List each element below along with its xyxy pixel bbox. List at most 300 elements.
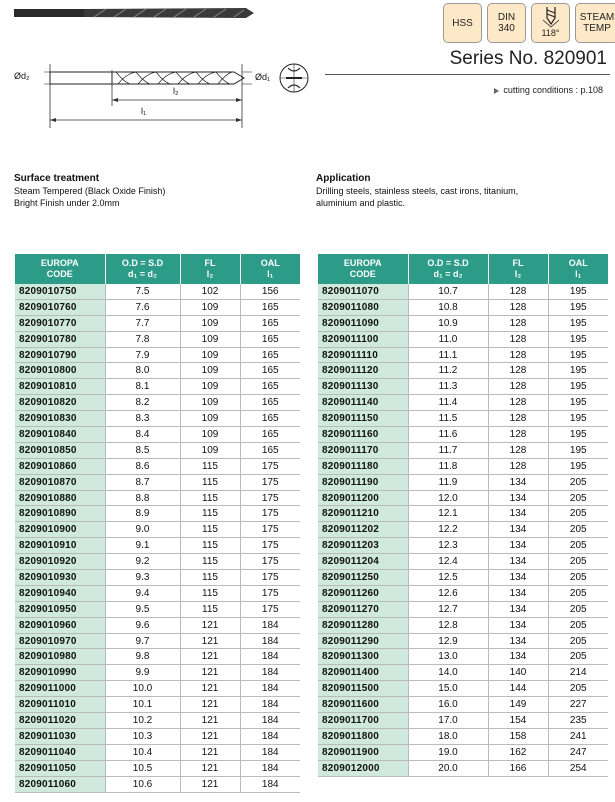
diameter-cell: 10.3	[105, 728, 180, 744]
flute-length-cell: 109	[180, 299, 240, 315]
flute-length-cell: 128	[488, 458, 548, 474]
table-row	[15, 570, 300, 586]
table-row	[15, 315, 300, 331]
flute-length-cell: 121	[180, 713, 240, 729]
table-row	[15, 395, 300, 411]
overall-length-cell: 165	[240, 411, 300, 427]
diameter-cell: 10.5	[105, 760, 180, 776]
overall-length-cell: 184	[240, 633, 300, 649]
table-row	[318, 760, 608, 776]
code-cell: 8209010970	[15, 633, 105, 649]
table-row	[15, 760, 300, 776]
diameter-cell: 9.2	[105, 554, 180, 570]
diameter-cell: 7.7	[105, 315, 180, 331]
flute-length-cell: 121	[180, 697, 240, 713]
flute-length-cell: 115	[180, 538, 240, 554]
flute-length-cell: 166	[488, 760, 548, 776]
overall-length-cell: 205	[548, 538, 608, 554]
flute-length-cell: 121	[180, 776, 240, 792]
column-header: FL l₂	[180, 254, 240, 284]
diameter-cell: 11.3	[408, 379, 488, 395]
label-l2: l₂	[173, 86, 179, 96]
diameter-cell: 19.0	[408, 744, 488, 760]
overall-length-cell: 165	[240, 395, 300, 411]
code-cell: 8209011204	[318, 554, 408, 570]
diameter-cell: 20.0	[408, 760, 488, 776]
table-row	[15, 681, 300, 697]
table-body	[15, 284, 300, 792]
table-row	[318, 299, 608, 315]
table-row	[15, 538, 300, 554]
overall-length-cell: 175	[240, 570, 300, 586]
flute-length-cell: 109	[180, 315, 240, 331]
flute-length-cell: 140	[488, 665, 548, 681]
overall-length-cell: 195	[548, 395, 608, 411]
code-cell: 8209010890	[15, 506, 105, 522]
table-header	[15, 254, 300, 284]
diameter-cell: 11.5	[408, 411, 488, 427]
flute-length-cell: 109	[180, 427, 240, 443]
table-row	[318, 617, 608, 633]
table-row	[15, 363, 300, 379]
diameter-cell: 15.0	[408, 681, 488, 697]
diameter-cell: 12.6	[408, 585, 488, 601]
overall-length-cell: 195	[548, 284, 608, 299]
table-row	[318, 474, 608, 490]
overall-length-cell: 184	[240, 760, 300, 776]
code-cell: 8209011260	[318, 585, 408, 601]
flute-length-cell: 102	[180, 284, 240, 299]
diameter-cell: 11.1	[408, 347, 488, 363]
overall-length-cell: 205	[548, 570, 608, 586]
code-cell: 8209011180	[318, 458, 408, 474]
table-row	[318, 442, 608, 458]
overall-length-cell: 184	[240, 728, 300, 744]
spec-table-left	[15, 254, 300, 793]
code-cell: 8209011090	[318, 315, 408, 331]
column-header: O.D = S.D d₁ = d₂	[105, 254, 180, 284]
table-row	[318, 744, 608, 760]
code-cell: 8209010910	[15, 538, 105, 554]
flute-length-cell: 115	[180, 522, 240, 538]
code-cell: 8209010770	[15, 315, 105, 331]
overall-length-cell: 165	[240, 442, 300, 458]
diameter-cell: 11.2	[408, 363, 488, 379]
column-header: EUROPA CODE	[318, 254, 408, 284]
flute-length-cell: 128	[488, 299, 548, 315]
flute-length-cell: 121	[180, 633, 240, 649]
table-row	[318, 315, 608, 331]
diameter-cell: 10.0	[105, 681, 180, 697]
code-cell: 8209011300	[318, 649, 408, 665]
diameter-cell: 10.6	[105, 776, 180, 792]
flute-length-cell: 128	[488, 347, 548, 363]
overall-length-cell: 195	[548, 427, 608, 443]
overall-length-cell: 247	[548, 744, 608, 760]
code-cell: 8209010760	[15, 299, 105, 315]
diameter-cell: 12.7	[408, 601, 488, 617]
table-row	[15, 601, 300, 617]
flute-length-cell: 154	[488, 713, 548, 729]
table-row	[318, 538, 608, 554]
arrow-icon	[494, 88, 499, 94]
diameter-cell: 12.0	[408, 490, 488, 506]
code-cell: 8209011800	[318, 728, 408, 744]
code-cell: 8209011050	[15, 760, 105, 776]
code-cell: 8209010980	[15, 649, 105, 665]
overall-length-cell: 195	[548, 363, 608, 379]
diameter-cell: 9.0	[105, 522, 180, 538]
overall-length-cell: 184	[240, 697, 300, 713]
table-row	[318, 665, 608, 681]
flute-length-cell: 128	[488, 331, 548, 347]
overall-length-cell: 175	[240, 474, 300, 490]
diameter-cell: 12.4	[408, 554, 488, 570]
overall-length-cell: 205	[548, 617, 608, 633]
table-row	[15, 427, 300, 443]
table-row	[318, 506, 608, 522]
diameter-cell: 9.3	[105, 570, 180, 586]
flute-length-cell: 115	[180, 474, 240, 490]
flute-length-cell: 109	[180, 347, 240, 363]
table-row	[15, 379, 300, 395]
code-cell: 8209011600	[318, 697, 408, 713]
spec-badges	[443, 3, 615, 43]
table-row	[15, 347, 300, 363]
overall-length-cell: 175	[240, 538, 300, 554]
diameter-cell: 8.0	[105, 363, 180, 379]
table-header	[318, 254, 608, 284]
flute-length-cell: 158	[488, 728, 548, 744]
diameter-cell: 10.7	[408, 284, 488, 299]
overall-length-cell: 241	[548, 728, 608, 744]
table-row	[15, 585, 300, 601]
column-header: OAL l₁	[548, 254, 608, 284]
diameter-cell: 14.0	[408, 665, 488, 681]
flute-length-cell: 134	[488, 570, 548, 586]
table-row	[15, 665, 300, 681]
table-body	[318, 284, 608, 776]
table-row	[15, 744, 300, 760]
label-d2: Ød₂	[14, 71, 30, 81]
overall-length-cell: 205	[548, 585, 608, 601]
overall-length-cell: 175	[240, 522, 300, 538]
overall-length-cell: 205	[548, 474, 608, 490]
code-cell: 8209011700	[318, 713, 408, 729]
table-row	[318, 284, 608, 299]
diameter-cell: 13.0	[408, 649, 488, 665]
flute-length-cell: 134	[488, 474, 548, 490]
flute-length-cell: 121	[180, 728, 240, 744]
code-cell: 8209011190	[318, 474, 408, 490]
table-row	[318, 331, 608, 347]
flute-length-cell: 109	[180, 442, 240, 458]
code-cell: 8209011170	[318, 442, 408, 458]
table-row	[318, 728, 608, 744]
code-cell: 8209010960	[15, 617, 105, 633]
overall-length-cell: 214	[548, 665, 608, 681]
flute-length-cell: 144	[488, 681, 548, 697]
badge-din: DIN 340	[487, 3, 526, 43]
overall-length-cell: 184	[240, 681, 300, 697]
code-cell: 8209010800	[15, 363, 105, 379]
table-row	[15, 490, 300, 506]
overall-length-cell: 175	[240, 601, 300, 617]
code-cell: 8209010930	[15, 570, 105, 586]
code-cell: 8209011020	[15, 713, 105, 729]
code-cell: 8209010860	[15, 458, 105, 474]
flute-length-cell: 134	[488, 522, 548, 538]
code-cell: 8209011280	[318, 617, 408, 633]
diameter-cell: 12.2	[408, 522, 488, 538]
overall-length-cell: 205	[548, 522, 608, 538]
table-row	[318, 522, 608, 538]
overall-length-cell: 165	[240, 427, 300, 443]
diameter-cell: 9.4	[105, 585, 180, 601]
table-row	[15, 776, 300, 792]
overall-length-cell: 184	[240, 617, 300, 633]
diameter-cell: 10.1	[105, 697, 180, 713]
overall-length-cell: 205	[548, 681, 608, 697]
overall-length-cell: 205	[548, 506, 608, 522]
code-cell: 8209010820	[15, 395, 105, 411]
table-row	[15, 697, 300, 713]
label-d1: Ød₁	[255, 72, 271, 82]
diameter-cell: 9.1	[105, 538, 180, 554]
diameter-cell: 17.0	[408, 713, 488, 729]
code-cell: 8209010990	[15, 665, 105, 681]
overall-length-cell: 205	[548, 490, 608, 506]
overall-length-cell: 235	[548, 713, 608, 729]
diameter-cell: 9.8	[105, 649, 180, 665]
table-row	[318, 633, 608, 649]
flute-length-cell: 149	[488, 697, 548, 713]
overall-length-cell: 175	[240, 490, 300, 506]
table-row	[15, 617, 300, 633]
table-row	[15, 649, 300, 665]
flute-length-cell: 162	[488, 744, 548, 760]
table-row	[15, 633, 300, 649]
flute-length-cell: 115	[180, 554, 240, 570]
diameter-cell: 11.0	[408, 331, 488, 347]
overall-length-cell: 165	[240, 299, 300, 315]
badge-steam-temp: STEAM TEMP	[575, 3, 615, 43]
diameter-cell: 16.0	[408, 697, 488, 713]
flute-length-cell: 121	[180, 649, 240, 665]
flute-length-cell: 121	[180, 681, 240, 697]
label-l1: l₁	[141, 106, 147, 116]
code-cell: 8209010950	[15, 601, 105, 617]
code-cell: 8209011040	[15, 744, 105, 760]
table-row	[15, 284, 300, 299]
flute-length-cell: 134	[488, 601, 548, 617]
diameter-cell: 7.5	[105, 284, 180, 299]
table-row	[318, 601, 608, 617]
code-cell: 8209011202	[318, 522, 408, 538]
flute-length-cell: 121	[180, 617, 240, 633]
overall-length-cell: 165	[240, 315, 300, 331]
table-row	[318, 427, 608, 443]
overall-length-cell: 175	[240, 585, 300, 601]
code-cell: 8209011030	[15, 728, 105, 744]
overall-length-cell: 195	[548, 411, 608, 427]
table-row	[318, 649, 608, 665]
overall-length-cell: 195	[548, 347, 608, 363]
overall-length-cell: 227	[548, 697, 608, 713]
diameter-cell: 7.8	[105, 331, 180, 347]
code-cell: 8209010840	[15, 427, 105, 443]
column-header: FL l₂	[488, 254, 548, 284]
table-row	[15, 554, 300, 570]
code-cell: 8209011070	[318, 284, 408, 299]
spec-table-right	[318, 254, 608, 777]
diameter-cell: 10.4	[105, 744, 180, 760]
flute-length-cell: 109	[180, 331, 240, 347]
series-title: Series No. 820901	[449, 48, 607, 69]
flute-length-cell: 134	[488, 633, 548, 649]
table-row	[318, 554, 608, 570]
overall-length-cell: 175	[240, 458, 300, 474]
table-row	[318, 681, 608, 697]
flute-length-cell: 134	[488, 506, 548, 522]
code-cell: 8209011270	[318, 601, 408, 617]
code-cell: 8209011150	[318, 411, 408, 427]
overall-length-cell: 184	[240, 776, 300, 792]
overall-length-cell: 195	[548, 315, 608, 331]
flute-length-cell: 115	[180, 490, 240, 506]
code-cell: 8209011290	[318, 633, 408, 649]
overall-length-cell: 165	[240, 363, 300, 379]
table-row	[15, 458, 300, 474]
code-cell: 8209011060	[15, 776, 105, 792]
flute-length-cell: 115	[180, 458, 240, 474]
diameter-cell: 8.6	[105, 458, 180, 474]
table-row	[318, 490, 608, 506]
table-row	[15, 442, 300, 458]
table-row	[15, 713, 300, 729]
table-row	[318, 697, 608, 713]
flute-length-cell: 134	[488, 585, 548, 601]
flute-length-cell: 128	[488, 315, 548, 331]
overall-length-cell: 195	[548, 331, 608, 347]
overall-length-cell: 195	[548, 442, 608, 458]
code-cell: 8209011080	[318, 299, 408, 315]
diameter-cell: 8.8	[105, 490, 180, 506]
code-cell: 8209010780	[15, 331, 105, 347]
flute-length-cell: 115	[180, 506, 240, 522]
code-cell: 8209011130	[318, 379, 408, 395]
table-row	[318, 713, 608, 729]
table-row	[15, 411, 300, 427]
column-header: OAL l₁	[240, 254, 300, 284]
code-cell: 8209011010	[15, 697, 105, 713]
diameter-cell: 12.3	[408, 538, 488, 554]
overall-length-cell: 184	[240, 713, 300, 729]
code-cell: 8209011000	[15, 681, 105, 697]
overall-length-cell: 184	[240, 744, 300, 760]
table-row	[15, 522, 300, 538]
code-cell: 8209011100	[318, 331, 408, 347]
flute-length-cell: 128	[488, 411, 548, 427]
flute-length-cell: 134	[488, 554, 548, 570]
drill-point-icon	[541, 6, 561, 28]
diameter-cell: 9.7	[105, 633, 180, 649]
flute-length-cell: 134	[488, 538, 548, 554]
diameter-cell: 18.0	[408, 728, 488, 744]
code-cell: 8209010830	[15, 411, 105, 427]
diameter-cell: 10.2	[105, 713, 180, 729]
flute-length-cell: 121	[180, 665, 240, 681]
diameter-cell: 9.9	[105, 665, 180, 681]
overall-length-cell: 205	[548, 633, 608, 649]
application-text: Drilling steels, stainless steels, cast irons, titanium, aluminium and plastic.	[316, 186, 519, 208]
code-cell: 8209011900	[318, 744, 408, 760]
overall-length-cell: 205	[548, 554, 608, 570]
table-row	[318, 347, 608, 363]
flute-length-cell: 128	[488, 379, 548, 395]
diameter-cell: 11.6	[408, 427, 488, 443]
overall-length-cell: 165	[240, 347, 300, 363]
code-cell: 8209011120	[318, 363, 408, 379]
flute-length-cell: 128	[488, 427, 548, 443]
application-title: Application	[316, 173, 371, 184]
table-row	[318, 379, 608, 395]
flute-length-cell: 128	[488, 363, 548, 379]
diameter-cell: 12.1	[408, 506, 488, 522]
table-row	[318, 585, 608, 601]
code-cell: 8209012000	[318, 760, 408, 776]
code-cell: 8209011140	[318, 395, 408, 411]
flute-length-cell: 134	[488, 617, 548, 633]
code-cell: 8209010920	[15, 554, 105, 570]
surface-title: Surface treatment	[14, 173, 100, 184]
table-row	[15, 728, 300, 744]
overall-length-cell: 205	[548, 649, 608, 665]
diameter-cell: 8.3	[105, 411, 180, 427]
overall-length-cell: 165	[240, 379, 300, 395]
overall-length-cell: 195	[548, 299, 608, 315]
code-cell: 8209011500	[318, 681, 408, 697]
cutting-conditions[interactable]: cutting conditions : p.108	[494, 85, 603, 95]
flute-length-cell: 115	[180, 585, 240, 601]
code-cell: 8209010750	[15, 284, 105, 299]
code-cell: 8209011203	[318, 538, 408, 554]
diameter-cell: 8.4	[105, 427, 180, 443]
flute-length-cell: 109	[180, 395, 240, 411]
flute-length-cell: 109	[180, 411, 240, 427]
overall-length-cell: 254	[548, 760, 608, 776]
diameter-cell: 12.8	[408, 617, 488, 633]
flute-length-cell: 128	[488, 284, 548, 299]
code-cell: 8209011200	[318, 490, 408, 506]
flute-length-cell: 128	[488, 442, 548, 458]
diameter-cell: 10.9	[408, 315, 488, 331]
surface-text: Steam Tempered (Black Oxide Finish) Bright Finish under 2.0mm	[14, 186, 166, 208]
code-cell: 8209010790	[15, 347, 105, 363]
diameter-cell: 10.8	[408, 299, 488, 315]
code-cell: 8209011160	[318, 427, 408, 443]
diameter-cell: 9.6	[105, 617, 180, 633]
overall-length-cell: 195	[548, 379, 608, 395]
overall-length-cell: 184	[240, 665, 300, 681]
table-row	[15, 474, 300, 490]
diameter-cell: 11.9	[408, 474, 488, 490]
overall-length-cell: 156	[240, 284, 300, 299]
column-header: EUROPA CODE	[15, 254, 105, 284]
diameter-cell: 11.4	[408, 395, 488, 411]
code-cell: 8209010870	[15, 474, 105, 490]
overall-length-cell: 165	[240, 331, 300, 347]
